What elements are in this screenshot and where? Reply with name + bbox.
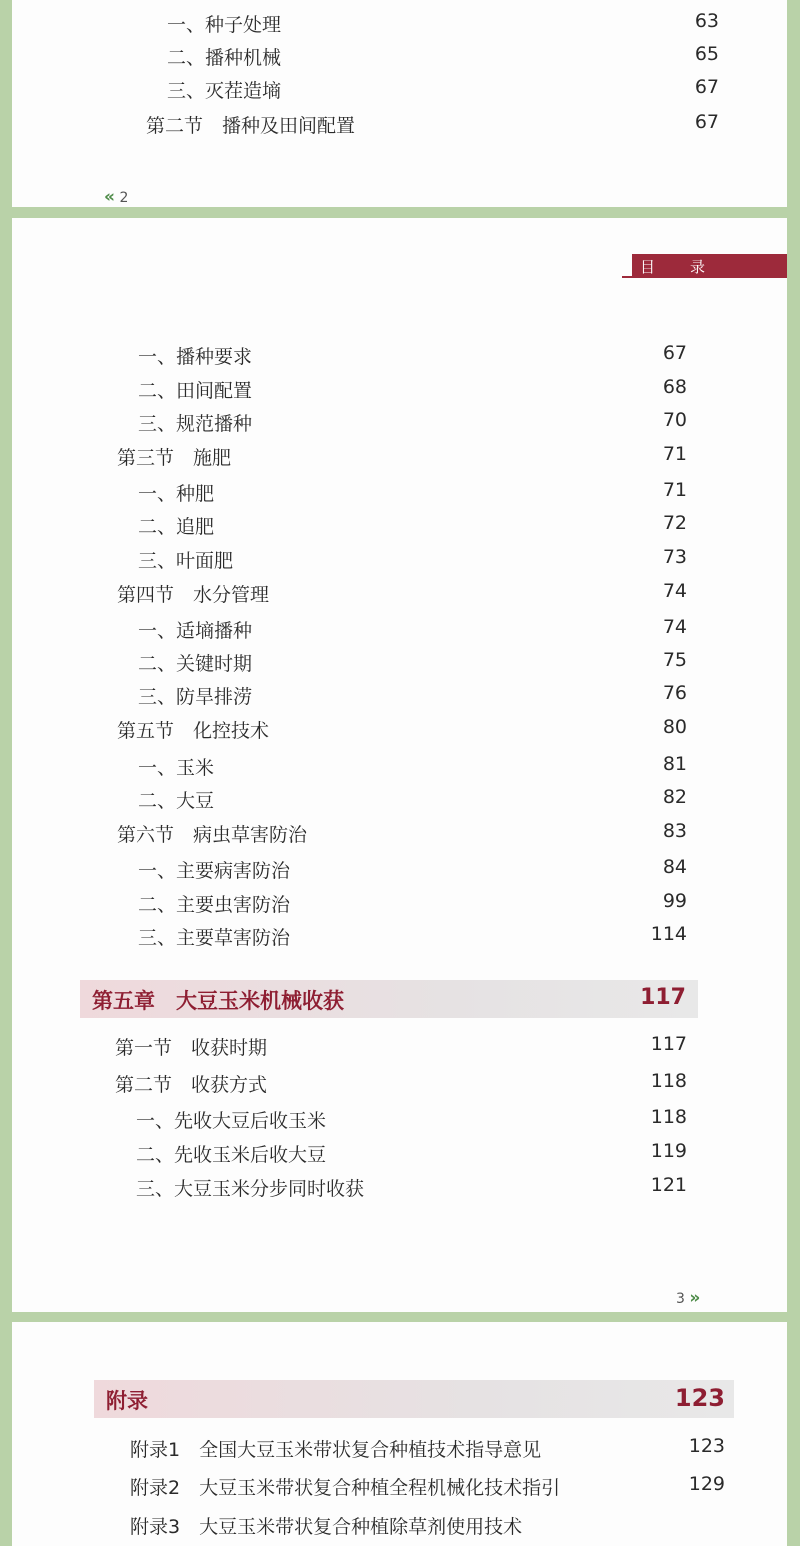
toc-entry [12,923,787,953]
toc-entry-page: 67 [694,111,719,133]
toc-entry-title: 二、先收玉米后收大豆 [136,1144,327,1166]
toc-entry-title: 二、播种机械 [167,47,282,69]
toc-entry-title: 第五节 化控技术 [117,720,270,742]
toc-entry [12,820,787,850]
toc-entry-title: 第二节 收获方式 [115,1074,268,1096]
toc-entry-page: 67 [662,342,687,364]
toc-entry-page: 71 [662,479,687,501]
toc-entry-page: 123 [688,1435,725,1457]
toc-entry [12,649,787,679]
chapter-title: 第五章 大豆玉米机械收获 [92,989,344,1013]
toc-entry [12,1512,787,1542]
appendix-page: 123 [674,1384,725,1412]
toc-entry-page: 99 [662,890,687,912]
toc-entry [12,1174,787,1204]
toc-entry-page: 68 [662,376,687,398]
toc-entry [12,890,787,920]
toc-page-3 [12,218,787,1312]
running-header: 目 录 [640,258,716,276]
page-folio [676,1288,700,1308]
toc-entry [12,1473,787,1503]
toc-entry [12,76,787,106]
toc-entry-title: 第三节 施肥 [117,447,232,469]
toc-entry-page: 119 [650,1140,687,1162]
toc-entry-page: 71 [662,443,687,465]
toc-entry [12,512,787,542]
toc-entry [12,409,787,439]
toc-entry-page: 67 [694,76,719,98]
toc-entry-page: 63 [694,10,719,32]
toc-entry-page: 76 [662,682,687,704]
toc-entry [12,856,787,886]
chapter-page: 117 [640,985,686,1010]
toc-entry-title: 第六节 病虫草害防治 [117,824,308,846]
toc-entry-title: 第四节 水分管理 [117,584,270,606]
toc-entry-page: 84 [662,856,687,878]
toc-entry-page: 81 [662,753,687,775]
toc-entry-title: 三、主要草害防治 [138,927,291,949]
toc-entry-title: 三、大豆玉米分步同时收获 [136,1178,365,1200]
toc-entry-page: 80 [662,716,687,738]
toc-entry-page: 83 [662,820,687,842]
toc-entry-title: 一、玉米 [138,757,215,779]
toc-entry-page: 65 [694,43,719,65]
toc-entry-title: 附录2 大豆玉米带状复合种植全程机械化技术指引 [130,1477,561,1499]
toc-entry-page: 118 [650,1106,687,1128]
toc-entry-page: 117 [650,1033,687,1055]
toc-entry [12,10,787,40]
toc-entry-title: 二、关键时期 [138,653,253,675]
toc-entry-page: 74 [662,616,687,638]
toc-entry-title: 附录3 大豆玉米带状复合种植除草剂使用技术 [130,1516,523,1538]
toc-entry-title: 三、规范播种 [138,413,253,435]
toc-entry [12,786,787,816]
toc-entry-title: 附录1 全国大豆玉米带状复合种植技术指导意见 [130,1439,542,1461]
toc-entry-page: 114 [650,923,687,945]
toc-entry-page: 74 [662,580,687,602]
toc-entry-title: 一、适墒播种 [138,620,253,642]
toc-entry [12,1106,787,1136]
toc-entry [12,376,787,406]
toc-entry [12,43,787,73]
toc-entry [12,479,787,509]
toc-entry [12,682,787,712]
toc-entry-title: 三、防旱排涝 [138,686,253,708]
toc-entry [12,1435,787,1465]
double-chevron-left-icon: « [104,187,115,207]
toc-entry [12,111,787,141]
toc-entry [12,443,787,473]
toc-entry-title: 一、主要病害防治 [138,860,291,882]
double-chevron-right-icon: » [689,1288,701,1308]
toc-entry-title: 第一节 收获时期 [115,1037,268,1059]
toc-entry-title: 二、大豆 [138,790,215,812]
toc-entry-title: 三、叶面肥 [138,550,234,572]
toc-entry-page: 72 [662,512,687,534]
appendix-title: 附录 [106,1389,148,1413]
toc-entry [12,580,787,610]
toc-entry-page: 73 [662,546,687,568]
toc-entry [12,342,787,372]
toc-entry-title: 一、播种要求 [138,346,253,368]
toc-entry-page: 75 [662,649,687,671]
appendix-page [12,1322,787,1546]
toc-entry-page: 70 [662,409,687,431]
toc-entry [12,716,787,746]
toc-entry-page: 118 [650,1070,687,1092]
toc-entry [12,1140,787,1170]
toc-entry-page: 129 [688,1473,725,1495]
toc-entry-title: 第二节 播种及田间配置 [146,115,356,137]
page-number: 2 [119,190,129,206]
toc-entry-title: 一、先收大豆后收玉米 [136,1110,327,1132]
toc-entry-title: 二、主要虫害防治 [138,894,291,916]
toc-entry-title: 一、种子处理 [167,14,282,36]
toc-entry [12,1070,787,1100]
toc-entry-title: 一、种肥 [138,483,215,505]
page-folio [104,187,128,207]
toc-entry [12,1033,787,1063]
toc-entry [12,616,787,646]
toc-entry-title: 二、追肥 [138,516,215,538]
toc-entry-title: 三、灭茬造墒 [167,80,282,102]
toc-entry-page: 121 [650,1174,687,1196]
toc-entry-title: 二、田间配置 [138,380,253,402]
page-number: 3 [676,1291,685,1307]
toc-entry [12,753,787,783]
toc-entry [12,546,787,576]
toc-page-2 [12,0,787,207]
toc-entry-page: 82 [662,786,687,808]
